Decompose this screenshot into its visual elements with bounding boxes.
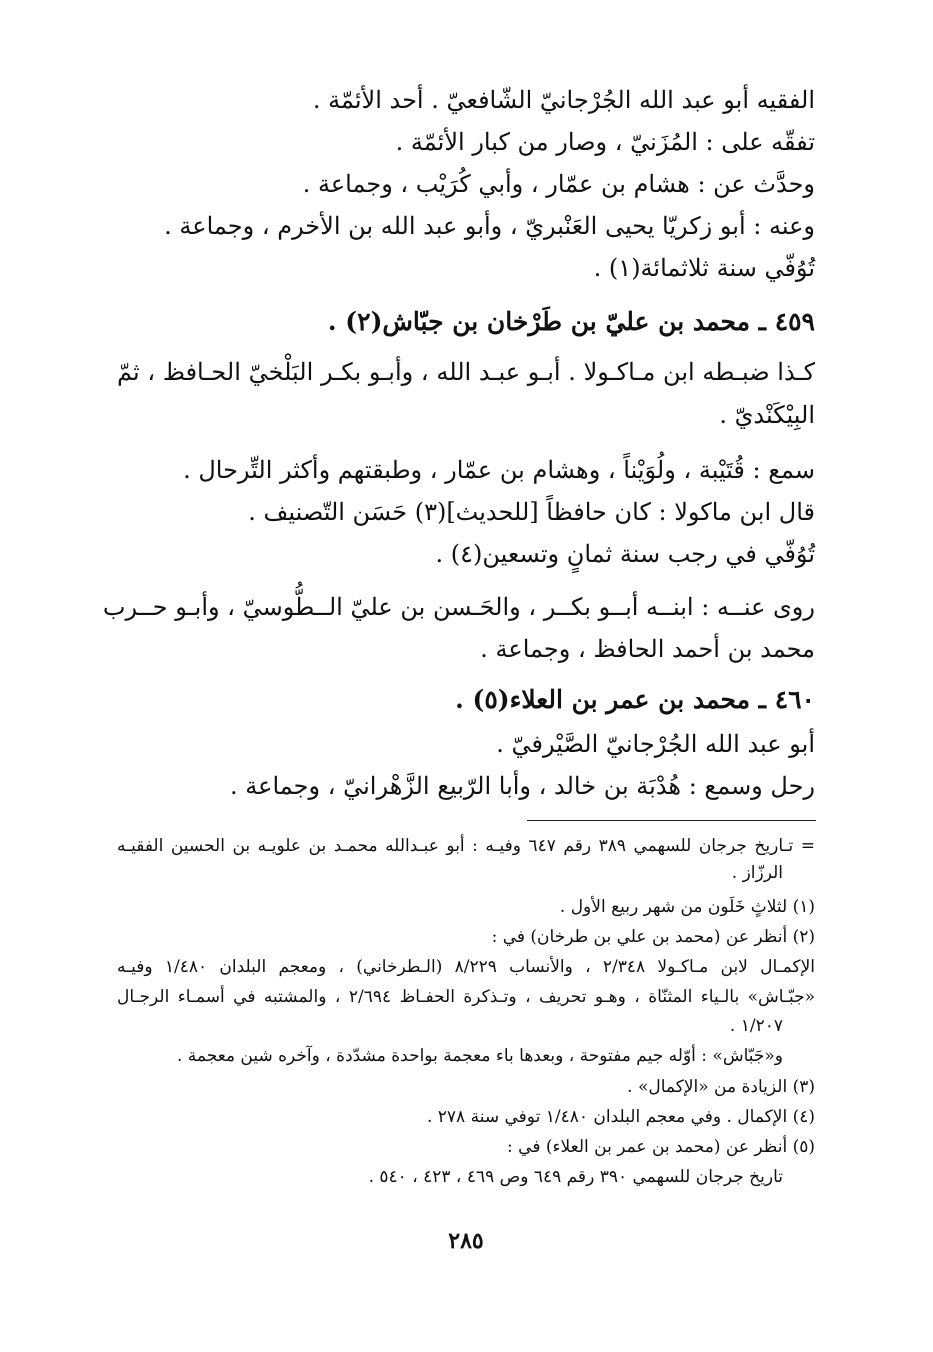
footnote-line: (٥) أنظر عن (محمد بن عمر بن العلاء) في : bbox=[507, 1137, 815, 1157]
body-line: أبو عبد الله الجُرْجانيّ الصَّيْرفيّ . bbox=[496, 730, 815, 758]
body-line: تُوُفّي سنة ثلاثمائة(١) . bbox=[593, 254, 815, 282]
footnote-separator bbox=[527, 820, 816, 821]
body-line: تفقّه على : المُزَنيّ ، وصار من كبار الأئمّة . bbox=[395, 128, 815, 156]
footnote-line: = تـاريخ جرجان للسهمي ٣٨٩ رقم ٦٤٧ وفيـه : أبو عبـدالله محمـد بن علويـه بن الحسين الفقيـه bbox=[117, 836, 815, 856]
body-line: وحدَّث عن : هشام بن عمّار ، وأبي كُرَيْب ، وجماعة . bbox=[302, 170, 815, 198]
footnote-line: ١/٢٠٧ . bbox=[729, 1016, 783, 1036]
footnote-line: (٤) الإكمال . وفي معجم البلدان ١/٤٨٠ توفي سنة ٢٧٨ . bbox=[426, 1107, 815, 1127]
footnote-line: (٣) الزيادة من «الإكمال» . bbox=[627, 1077, 815, 1097]
body-line: الفقيه أبو عبد الله الجُرْجانيّ الشّافعيّ . أحد الأئمّة . bbox=[312, 86, 815, 114]
footnote-line: «جبّـاش» بالـياء المثنّاة ، وهـو تحريف ، وتـذكرة الحفـاظ ٢/٦٩٤ ، والمشتبه في أسمـاء الرجـال bbox=[117, 987, 815, 1007]
body-line: تُوُفّي في رجب سنة ثمانٍ وتسعين(٤) . bbox=[435, 540, 815, 568]
body-line: محمد بن أحمد الحافظ ، وجماعة . bbox=[480, 635, 815, 663]
footnote-line: و«جَبّاش» : أوّله جيم مفتوحة ، وبعدها باء معجمة بواحدة مشدّدة ، وآخره شين معجمة . bbox=[176, 1046, 783, 1066]
body-line: كـذا ضبـطه ابن مـاكـولا . أبـو عبـد الله ، وأبـو بكـر البَلْخيّ الحـافظ ، ثمّ bbox=[117, 358, 815, 386]
body-line: وعنه : أبو زكريّا يحيى العَنْبريّ ، وأبو عبد الله بن الأخرم ، وجماعة . bbox=[164, 212, 815, 240]
footnote-line: (٢) أنظر عن (محمد بن علي بن طرخان) في : bbox=[491, 927, 815, 947]
body-line: رحل وسمع : هُدْبَة بن خالد ، وأبا الرّبيع الزَّهْرانيّ ، وجماعة . bbox=[230, 772, 815, 800]
footnote-line: الإكمـال لابن مـاكـولا ٢/٣٤٨ ، والأنساب ٨/٢٢٩ (الـطرخاني) ، ومعجم البلدان ١/٤٨٠ وفيـه bbox=[117, 957, 816, 977]
footnote-line: تاريخ جرجان للسهمي ٣٩٠ رقم ٦٤٩ وص ٤٦٩ ، ٤٢٣ ، ٥٤٠ . bbox=[368, 1167, 783, 1187]
body-line: البِيْكَنْديّ . bbox=[719, 401, 815, 429]
footnote-line: الرزّاز . bbox=[731, 863, 783, 883]
body-line: قال ابن ماكولا : كان حافظاً [للحديث](٣) حَسَن التّصنيف . bbox=[248, 498, 815, 526]
entry-heading-460: ٤٦٠ ـ محمد بن عمر بن العلاء(٥) . bbox=[455, 685, 815, 714]
body-line: روى عنــه : ابنــه أبــو بكــر ، والحَـسن بن عليّ الــطُّوسيّ ، وأبـو حــرب bbox=[102, 593, 815, 621]
page-number: ٢٨٥ bbox=[448, 1228, 484, 1254]
entry-heading-459: ٤٥٩ ـ محمد بن عليّ بن طَرْخان بن جبّاش(٢) . bbox=[327, 307, 815, 336]
body-line: سمع : قُتَيْبة ، ولُوَيْناً ، وهشام بن عمّار ، وطبقتهم وأكثر التِّرحال . bbox=[183, 456, 815, 484]
footnote-line: (١) لثلاثٍ خَلَون من شهر ربيع الأول . bbox=[559, 897, 815, 917]
